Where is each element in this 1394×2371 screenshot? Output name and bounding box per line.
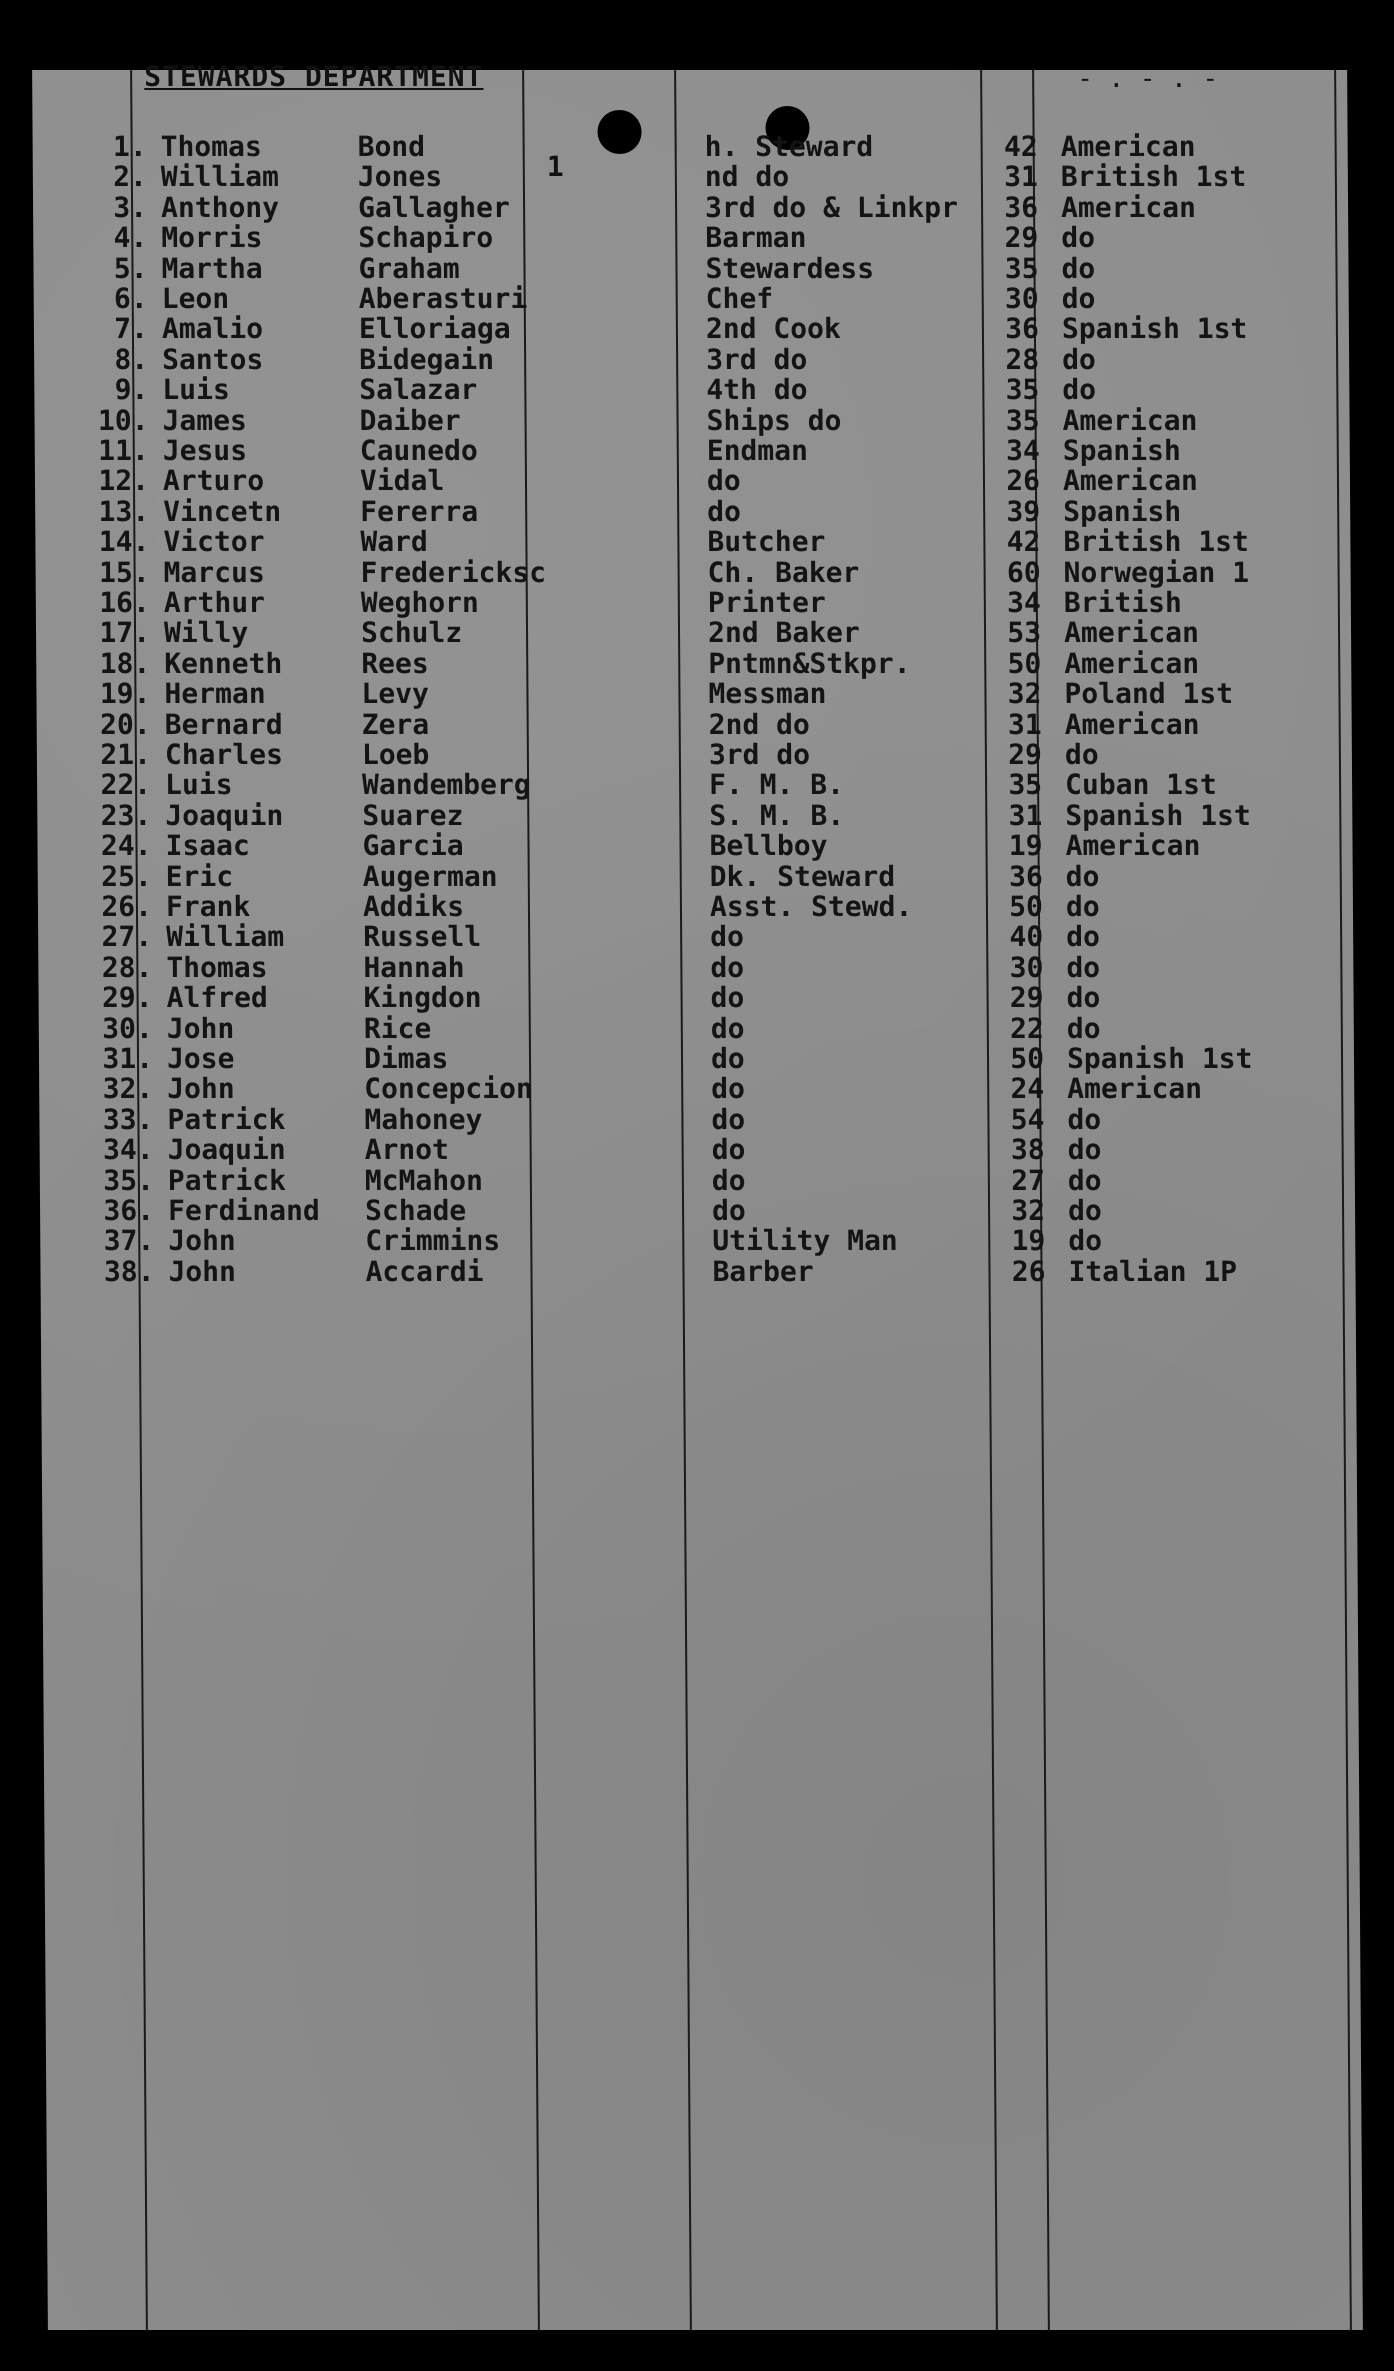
crew-last-name: Elloriaga	[358, 312, 511, 346]
crew-first-name: Luis	[162, 373, 230, 407]
crew-last-name: Schade	[364, 1194, 467, 1227]
crew-last-name: Ward	[360, 525, 428, 559]
crew-row	[38, 950, 1353, 984]
crew-row	[37, 740, 1352, 770]
crew-last-name: Augerman	[362, 859, 498, 893]
crew-position: F. M. B.	[708, 768, 845, 802]
crew-first-name: Eric	[165, 859, 234, 893]
crew-position: do	[711, 1163, 746, 1197]
crew-first-name: Santos	[162, 342, 264, 376]
crew-row	[38, 922, 1353, 952]
crew-first-name: Isaac	[165, 829, 250, 863]
crew-age: 50	[1010, 1042, 1045, 1075]
crew-age: 27	[1011, 1163, 1045, 1197]
crew-first-name: James	[162, 403, 247, 437]
crew-nationality: do	[1066, 981, 1101, 1015]
crew-first-name: Jesus	[162, 434, 248, 467]
crew-last-name: Fredericksc	[360, 555, 547, 589]
crew-age: 36	[1008, 859, 1043, 893]
crew-first-name: Morris	[161, 221, 263, 255]
crew-nationality: Spanish 1st	[1065, 798, 1251, 832]
crew-number: 1.	[112, 130, 147, 163]
crew-nationality: do	[1065, 890, 1100, 923]
crew-nationality: British	[1063, 586, 1182, 619]
crew-age: 32	[1007, 677, 1042, 711]
crew-position: Asst. Stewd.	[709, 890, 913, 923]
crew-row	[36, 646, 1351, 680]
crew-age: 26	[1006, 464, 1041, 498]
crew-nationality: Spanish 1st	[1061, 312, 1248, 346]
crew-number: 10.	[97, 403, 149, 437]
manifest-page	[32, 60, 1363, 2330]
crew-last-name: Jones	[357, 160, 443, 194]
crew-nationality: Cuban 1st	[1064, 768, 1217, 802]
crew-age: 24	[1010, 1072, 1045, 1106]
crew-number: 9.	[114, 373, 149, 407]
crew-number: 32.	[102, 1072, 154, 1106]
crew-nationality: do	[1066, 920, 1100, 954]
crew-first-name: Martha	[161, 251, 263, 285]
crew-last-name: Addiks	[362, 890, 465, 923]
crew-number: 21.	[100, 738, 152, 771]
crew-nationality: American	[1060, 190, 1197, 224]
crew-age: 28	[1005, 342, 1040, 376]
crew-row	[34, 314, 1349, 344]
crew-nationality: do	[1067, 1163, 1102, 1197]
crew-last-name: Caunedo	[359, 434, 478, 467]
crew-row	[38, 892, 1353, 922]
crew-position: Butcher	[707, 525, 826, 559]
crew-row	[35, 527, 1350, 557]
crew-age: 40	[1009, 920, 1044, 954]
crew-position: do	[710, 950, 745, 984]
crew-nationality: American	[1064, 707, 1200, 741]
crew-first-name: John	[167, 1072, 235, 1106]
crew-nationality: do	[1061, 221, 1096, 255]
crew-age: 29	[1008, 738, 1043, 771]
crew-nationality: Spanish	[1063, 494, 1182, 528]
crew-age: 31	[1007, 707, 1042, 741]
crew-row	[37, 798, 1352, 832]
crew-age: 53	[1007, 616, 1042, 650]
crew-row	[38, 859, 1353, 893]
crew-last-name: Schapiro	[358, 221, 494, 255]
crew-nationality: do	[1067, 1102, 1102, 1136]
crew-last-name: Wandemberg	[361, 768, 531, 802]
crew-row	[40, 1135, 1355, 1165]
crew-position: Chef	[705, 282, 774, 315]
crew-last-name: McMahon	[364, 1163, 483, 1197]
crew-first-name: William	[166, 920, 285, 954]
crew-nationality: do	[1066, 1011, 1101, 1045]
crew-position: Ch. Baker	[707, 555, 860, 589]
crew-number: 27.	[101, 920, 153, 954]
crew-age: 38	[1010, 1133, 1045, 1167]
crew-position: do	[710, 920, 744, 954]
crew-row	[34, 375, 1349, 405]
crew-number: 22.	[100, 768, 152, 802]
crew-position: do	[711, 1072, 746, 1106]
crew-number: 19.	[99, 677, 151, 711]
crew-row	[33, 162, 1348, 192]
crew-position: do	[711, 1194, 746, 1227]
crew-position: 2nd Baker	[707, 616, 860, 650]
crew-row	[35, 494, 1350, 528]
crew-last-name: Graham	[358, 251, 460, 285]
crew-age: 35	[1004, 251, 1039, 285]
crew-number: 26.	[101, 890, 153, 923]
crew-first-name: Willy	[163, 616, 249, 650]
crew-row	[40, 1196, 1355, 1226]
crew-number: 14.	[98, 525, 150, 559]
crew-nationality: Spanish 1st	[1066, 1042, 1253, 1075]
crew-row	[36, 555, 1351, 589]
crew-last-name: Bond	[357, 130, 426, 163]
crew-number: 31.	[102, 1042, 154, 1075]
crew-last-name: Bidegain	[359, 342, 495, 376]
crew-last-name: Rice	[363, 1011, 432, 1045]
crew-nationality: do	[1066, 950, 1101, 984]
crew-last-name: Aberasturi	[358, 282, 528, 315]
crew-number: 2.	[113, 160, 147, 194]
crew-first-name: Vincetn	[163, 494, 282, 528]
crew-position: Printer	[707, 586, 826, 619]
crew-first-name: Jose	[166, 1042, 235, 1075]
crew-first-name: Joaquin	[167, 1133, 286, 1167]
crew-row	[34, 403, 1349, 437]
crew-number: 29.	[101, 981, 153, 1015]
crew-number: 17.	[99, 616, 151, 650]
crew-age: 50	[1007, 646, 1042, 680]
crew-first-name: Patrick	[167, 1102, 286, 1136]
crew-number: 28.	[101, 950, 153, 984]
crew-row	[33, 190, 1348, 224]
header-marks: - . - . -	[1077, 64, 1219, 94]
crew-age: 19	[1011, 1224, 1046, 1258]
crew-first-name: Bernard	[164, 707, 283, 741]
crew-age: 26	[1011, 1254, 1046, 1288]
crew-first-name: Marcus	[163, 555, 265, 589]
crew-nationality: Poland 1st	[1064, 677, 1234, 711]
crew-age: 35	[1005, 403, 1040, 437]
crew-nationality: do	[1062, 342, 1096, 376]
crew-position: Endman	[706, 434, 809, 467]
crew-last-name: Crimmins	[365, 1224, 501, 1258]
crew-position: Pntmn&Stkpr.	[708, 646, 911, 680]
crew-age: 54	[1010, 1102, 1045, 1136]
crew-nationality: do	[1061, 251, 1096, 285]
crew-age: 35	[1005, 373, 1040, 407]
crew-row	[39, 1011, 1354, 1045]
crew-row	[36, 588, 1351, 618]
crew-nationality: American	[1063, 616, 1200, 650]
crew-age: 30	[1004, 282, 1039, 315]
crew-row	[34, 342, 1349, 376]
crew-number: 18.	[99, 646, 151, 680]
crew-position: 2nd do	[708, 707, 810, 741]
crew-nationality: American	[1065, 829, 1201, 863]
crew-last-name: Daiber	[359, 403, 461, 437]
crew-last-name: Rees	[361, 646, 429, 680]
crew-number: 35.	[103, 1163, 154, 1197]
crew-last-name: Loeb	[361, 738, 430, 771]
crew-row	[36, 618, 1351, 648]
crew-position: do	[710, 1011, 745, 1045]
crew-first-name: Thomas	[160, 130, 262, 163]
crew-nationality: do	[1068, 1224, 1103, 1258]
crew-number: 34.	[102, 1133, 154, 1167]
crew-position: Barber	[712, 1254, 814, 1288]
crew-nationality: Italian 1P	[1068, 1254, 1238, 1288]
crew-age: 22	[1009, 1011, 1044, 1045]
crew-number: 25.	[101, 859, 152, 893]
crew-nationality: Norwegian 1	[1063, 555, 1250, 589]
crew-first-name: Kenneth	[164, 646, 283, 680]
crew-first-name: Thomas	[166, 950, 268, 984]
crew-row	[33, 251, 1348, 285]
crew-nationality: American	[1062, 403, 1198, 437]
crew-first-name: Victor	[163, 525, 265, 559]
crew-age: 42	[1006, 525, 1041, 559]
crew-first-name: John	[168, 1224, 236, 1258]
crew-age: 50	[1009, 890, 1044, 923]
crew-number: 8.	[114, 342, 149, 376]
crew-row	[33, 223, 1348, 253]
crew-position: S. M. B.	[709, 798, 845, 832]
crew-number: 6.	[113, 282, 148, 315]
crew-first-name: Ferdinand	[167, 1194, 320, 1227]
crew-row	[39, 1102, 1354, 1136]
crew-last-name: Suarez	[362, 798, 464, 832]
crew-nationality: do	[1065, 859, 1100, 893]
crew-last-name: Schulz	[360, 616, 463, 650]
crew-number: 11.	[98, 434, 149, 467]
crew-position: do	[711, 1102, 746, 1136]
crew-position: nd do	[704, 160, 790, 194]
crew-last-name: Salazar	[359, 373, 478, 407]
crew-number: 24.	[100, 829, 152, 863]
crew-first-name: John	[168, 1254, 237, 1288]
crew-last-name: Fererra	[360, 494, 479, 528]
crew-nationality: American	[1062, 464, 1198, 498]
crew-row	[34, 284, 1349, 314]
crew-first-name: Leon	[161, 282, 230, 315]
crew-row	[33, 132, 1348, 162]
crew-age: 36	[1004, 190, 1039, 224]
crew-number: 4.	[113, 221, 148, 255]
crew-age: 19	[1008, 829, 1043, 863]
section-heading: STEWARDS DEPARTMENT	[144, 60, 484, 93]
crew-age: 34	[1005, 434, 1040, 467]
crew-last-name: Accardi	[365, 1254, 484, 1288]
crew-row	[37, 831, 1352, 861]
crew-position: Ships do	[706, 403, 842, 437]
crew-nationality: do	[1067, 1133, 1102, 1167]
crew-position: Stewardess	[705, 251, 875, 285]
crew-position: Utility Man	[712, 1224, 898, 1258]
crew-age: 29	[1009, 981, 1044, 1015]
crew-first-name: Joaquin	[165, 798, 284, 832]
crew-row	[40, 1254, 1355, 1288]
crew-number: 16.	[99, 586, 150, 619]
crew-number: 3.	[113, 190, 148, 224]
crew-position: do	[711, 1133, 746, 1167]
crew-last-name: Levy	[361, 677, 430, 711]
crew-first-name: Herman	[164, 677, 266, 711]
crew-last-name: Gallagher	[357, 190, 510, 224]
crew-last-name: Garcia	[362, 829, 464, 863]
crew-position: Dk. Steward	[709, 859, 896, 893]
crew-first-name: Arthur	[163, 586, 266, 619]
crew-number: 33.	[102, 1102, 154, 1136]
crew-number: 12.	[98, 464, 150, 498]
crew-number: 5.	[113, 251, 148, 285]
crew-last-name: Zera	[361, 707, 430, 741]
crew-nationality: do	[1061, 282, 1096, 315]
crew-age: 30	[1009, 950, 1044, 984]
crew-position: do	[710, 1042, 745, 1075]
crew-row	[36, 679, 1351, 709]
crew-first-name: Patrick	[167, 1163, 286, 1197]
crew-position: Bellboy	[709, 829, 828, 863]
crew-position: 3rd do & Linkpr	[704, 190, 959, 224]
crew-position: 4th do	[706, 373, 808, 407]
crew-age: 42	[1003, 130, 1038, 163]
crew-first-name: Charles	[164, 738, 284, 771]
crew-number: 36.	[103, 1194, 155, 1227]
crew-last-name: Vidal	[359, 464, 445, 498]
crew-age: 39	[1006, 494, 1041, 528]
crew-first-name: Anthony	[160, 190, 280, 224]
crew-first-name: William	[160, 160, 279, 194]
crew-nationality: British 1st	[1063, 525, 1249, 559]
crew-number: 38.	[103, 1254, 155, 1288]
crew-age: 31	[1008, 798, 1043, 832]
crew-first-name: Luis	[164, 768, 233, 802]
crew-row	[37, 707, 1352, 741]
crew-first-name: Alfred	[166, 981, 268, 1015]
crew-last-name: Russell	[363, 920, 482, 954]
crew-number: 20.	[99, 707, 151, 741]
crew-number: 15.	[98, 555, 150, 589]
crew-nationality: American	[1060, 130, 1196, 163]
crew-row	[37, 770, 1352, 800]
crew-position: do	[706, 464, 741, 498]
crew-last-name: Arnot	[364, 1133, 450, 1167]
crew-last-name: Weghorn	[360, 586, 479, 619]
crew-nationality: Spanish	[1062, 434, 1181, 467]
crew-first-name: Frank	[165, 890, 251, 923]
crew-age: 36	[1005, 312, 1040, 346]
crew-number: 37.	[103, 1224, 155, 1258]
crew-row	[35, 436, 1350, 466]
crew-row	[40, 1226, 1355, 1256]
crew-number: 30.	[102, 1011, 153, 1045]
crew-number: 7.	[114, 312, 149, 346]
crew-age: 31	[1004, 160, 1038, 194]
crew-position: Barman	[705, 221, 807, 255]
crew-last-name: Mahoney	[364, 1102, 483, 1136]
crew-nationality: American	[1067, 1072, 1203, 1106]
crew-row	[39, 1074, 1354, 1104]
crew-last-name: Kingdon	[363, 981, 482, 1015]
crew-last-name: Concepcion	[364, 1072, 533, 1106]
crew-position: do	[707, 494, 742, 528]
crew-row	[39, 1044, 1354, 1074]
crew-last-name: Dimas	[363, 1042, 449, 1075]
crew-position: 3rd do	[708, 738, 811, 771]
crew-nationality: do	[1064, 738, 1099, 771]
crew-position: h. Steward	[704, 130, 874, 163]
crew-first-name: Amalio	[161, 312, 264, 346]
crew-age: 29	[1004, 221, 1039, 255]
crew-number: 23.	[100, 798, 152, 832]
crew-age: 32	[1011, 1194, 1046, 1227]
crew-position: 2nd Cook	[705, 312, 841, 346]
crew-position: Messman	[708, 677, 827, 711]
crew-nationality: American	[1064, 646, 1200, 680]
crew-age: 60	[1006, 555, 1041, 589]
crew-age: 35	[1008, 768, 1043, 802]
crew-age: 34	[1006, 586, 1041, 619]
crew-row	[40, 1163, 1355, 1197]
crew-last-name: Hannah	[363, 950, 465, 984]
crew-number: 13.	[98, 494, 150, 528]
crew-nationality: do	[1062, 373, 1097, 407]
crew-position: 3rd do	[706, 342, 808, 376]
crew-nationality: do	[1067, 1194, 1102, 1227]
crew-row	[38, 983, 1353, 1013]
crew-row	[35, 466, 1350, 496]
crew-position: do	[710, 981, 745, 1015]
crew-first-name: Arturo	[162, 464, 265, 498]
page-number: 1	[546, 150, 564, 183]
crew-nationality: British 1st	[1060, 160, 1247, 194]
crew-first-name: John	[166, 1011, 235, 1045]
